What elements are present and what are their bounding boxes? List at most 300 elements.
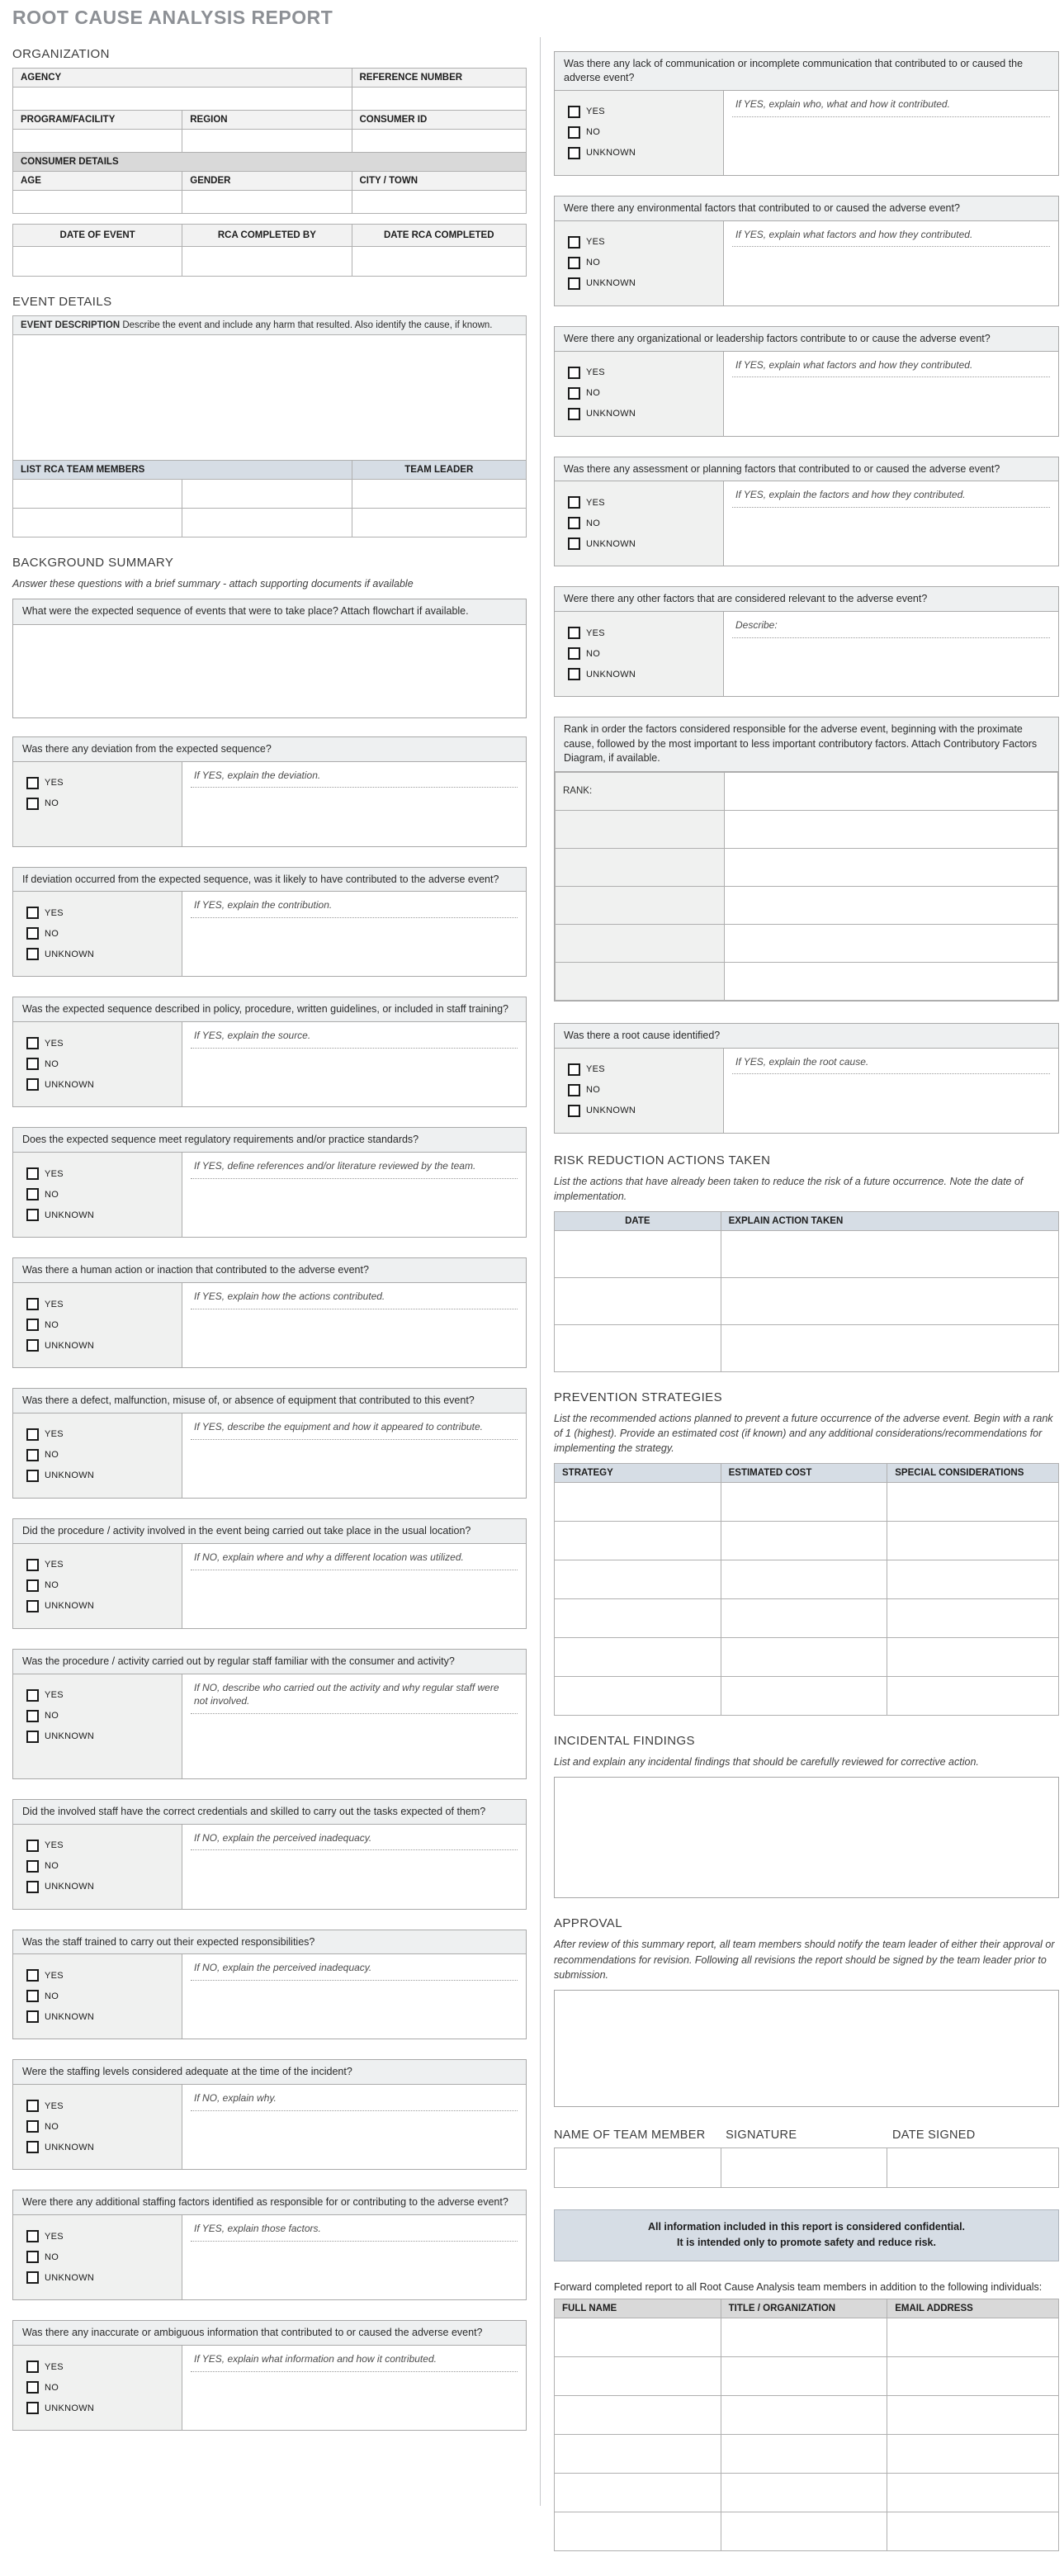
email-address-label: EMAIL ADDRESS — [887, 2299, 1059, 2318]
expected-sequence-panel — [12, 599, 527, 718]
checkbox-option-unknown — [26, 2010, 170, 2023]
empty-input-cell[interactable] — [887, 1560, 1059, 1599]
checkbox[interactable] — [568, 1084, 580, 1096]
empty-input-cell[interactable] — [725, 924, 1058, 962]
checkbox[interactable] — [26, 1559, 39, 1571]
agency-field[interactable] — [13, 88, 352, 111]
empty-input-cell[interactable] — [555, 1230, 721, 1277]
checkbox[interactable] — [568, 277, 580, 290]
program-facility-label: PROGRAM/FACILITY — [13, 111, 182, 130]
answer-area[interactable] — [182, 1283, 526, 1367]
empty-input-row — [555, 2318, 1059, 2356]
empty-input-cell[interactable] — [555, 2473, 721, 2512]
section-risk-reduction: RISK REDUCTION ACTIONS TAKEN — [554, 1153, 771, 1167]
age-label: AGE — [13, 172, 182, 191]
empty-input-cell[interactable] — [721, 1324, 1058, 1371]
answer-area[interactable] — [724, 481, 1058, 566]
forward-table — [554, 2299, 1059, 2551]
question-text: If deviation occurred from the expected sequence, was it likely to have contributed to the adverse event? — [13, 868, 526, 893]
risk-date-label: DATE — [555, 1211, 721, 1230]
question-text: Did the procedure / activity involved in the event being carried out take place in the usual location? — [13, 1519, 526, 1544]
answer-prompt: If NO, explain the perceived inadequacy. — [191, 1958, 518, 1981]
date-rca-completed-field[interactable] — [352, 247, 527, 277]
checkbox-option-no — [26, 1990, 170, 2002]
checkbox-option-no — [568, 257, 712, 269]
question-block — [12, 1649, 527, 1779]
empty-input-cell[interactable] — [555, 2318, 721, 2356]
checkbox[interactable] — [26, 1078, 39, 1091]
checkbox-option-unknown — [26, 1078, 170, 1091]
checkbox-option-unknown — [568, 668, 712, 680]
checkbox-label: UNKNOWN — [45, 1340, 95, 1351]
empty-input-cell[interactable] — [182, 480, 352, 509]
question-text: Was there any lack of communication or incomplete communication that contributed to or caused the adverse event? — [555, 52, 1058, 91]
checkbox-option-no — [26, 2381, 170, 2394]
full-name-label: FULL NAME — [555, 2299, 721, 2318]
checkbox-option-no — [568, 517, 712, 529]
checkbox-group — [13, 1674, 182, 1778]
answer-area[interactable] — [182, 1153, 526, 1237]
empty-input-cell[interactable] — [725, 886, 1058, 924]
date-of-event-field[interactable] — [13, 247, 182, 277]
answer-area[interactable] — [182, 1544, 526, 1628]
empty-input-cell[interactable] — [555, 1560, 721, 1599]
question-text: Was the staff trained to carry out their expected responsibilities? — [13, 1930, 526, 1955]
checkbox-group — [555, 612, 724, 696]
empty-input-row — [556, 848, 1058, 886]
empty-input-cell[interactable] — [555, 1483, 721, 1522]
checkbox-group — [13, 1954, 182, 2039]
question-text: Was the procedure / activity carried out by regular staff familiar with the consumer and activity? — [13, 1650, 526, 1674]
answer-area[interactable] — [724, 612, 1058, 696]
checkbox[interactable] — [26, 1188, 39, 1200]
region-field[interactable] — [182, 130, 352, 153]
empty-input-cell[interactable] — [887, 2434, 1059, 2473]
answer-area[interactable] — [724, 1049, 1058, 1133]
left-column — [12, 0, 527, 2551]
checkbox-group — [555, 481, 724, 566]
checkbox-group — [13, 1544, 182, 1628]
date-rca-completed-label: DATE RCA COMPLETED — [352, 225, 527, 247]
checkbox-group — [13, 2215, 182, 2299]
answer-area[interactable] — [724, 221, 1058, 305]
team-leader-label: TEAM LEADER — [352, 461, 527, 480]
questions-left-list — [12, 736, 527, 2431]
checkbox-label: NO — [45, 1861, 59, 1871]
checkbox-option-no — [26, 1188, 170, 1200]
empty-input-cell[interactable] — [887, 1522, 1059, 1560]
checkbox[interactable] — [568, 1063, 580, 1076]
checkbox[interactable] — [26, 1449, 39, 1461]
empty-input-cell[interactable] — [556, 886, 725, 924]
checkbox[interactable] — [26, 1298, 39, 1310]
program-facility-field[interactable] — [13, 130, 182, 153]
checkbox-label: UNKNOWN — [45, 1601, 95, 1612]
checkbox-label: NO — [45, 2252, 59, 2262]
empty-input-cell[interactable] — [555, 1277, 721, 1324]
empty-input-cell[interactable] — [887, 2356, 1059, 2395]
checkbox[interactable] — [26, 1881, 39, 1893]
checkbox[interactable] — [568, 236, 580, 249]
empty-input-cell[interactable] — [725, 848, 1058, 886]
empty-input-row — [556, 924, 1058, 962]
empty-input-cell[interactable] — [721, 2318, 887, 2356]
checkbox-group — [555, 1049, 724, 1133]
question-block — [12, 1127, 527, 1238]
special-considerations-label: SPECIAL CONSIDERATIONS — [887, 1464, 1059, 1483]
empty-input-cell[interactable] — [182, 509, 352, 537]
signature-field[interactable] — [721, 2147, 887, 2187]
checkbox-label: NO — [45, 2382, 59, 2393]
checkbox[interactable] — [26, 1428, 39, 1441]
empty-input-cell[interactable] — [556, 962, 725, 1000]
empty-input-cell[interactable] — [721, 2395, 887, 2434]
empty-input-row — [556, 810, 1058, 848]
empty-input-cell[interactable] — [887, 1677, 1059, 1716]
answer-prompt: If YES, explain how the actions contributed. — [191, 1287, 518, 1309]
checkbox[interactable] — [568, 1105, 580, 1117]
empty-input-cell[interactable] — [887, 2473, 1059, 2512]
rca-completed-by-field[interactable] — [182, 247, 352, 277]
checkbox-option-yes — [26, 1840, 170, 1852]
checkbox[interactable] — [26, 1990, 39, 2002]
checkbox-label: UNKNOWN — [45, 1470, 95, 1481]
question-block — [554, 457, 1059, 567]
checkbox-option-yes — [26, 1559, 170, 1571]
checkbox-label: NO — [586, 258, 601, 268]
empty-input-cell[interactable] — [721, 2434, 887, 2473]
empty-input-row — [555, 2473, 1059, 2512]
answer-area[interactable] — [182, 2085, 526, 2169]
empty-input-cell[interactable] — [725, 810, 1058, 848]
empty-input-cell[interactable] — [887, 1638, 1059, 1677]
empty-input-cell[interactable] — [721, 1483, 887, 1522]
answer-prompt: If YES, explain what factors and how they contributed. — [732, 356, 1050, 378]
city-town-label: CITY / TOWN — [352, 172, 527, 191]
checkbox[interactable] — [568, 408, 580, 420]
approval-field[interactable] — [555, 1991, 1058, 2106]
answer-area[interactable] — [182, 1825, 526, 1909]
checkbox[interactable] — [568, 496, 580, 509]
empty-input-cell[interactable] — [555, 1599, 721, 1638]
section-approval: APPROVAL — [554, 1916, 622, 1931]
risk-action-label: EXPLAIN ACTION TAKEN — [721, 1211, 1058, 1230]
empty-input-cell[interactable] — [556, 810, 725, 848]
empty-input-row — [555, 1677, 1059, 1716]
signature-label: SIGNATURE — [726, 2128, 797, 2142]
question-block — [554, 1023, 1059, 1134]
checkbox-option-yes — [26, 1167, 170, 1180]
checkbox[interactable] — [26, 1470, 39, 1482]
checkbox-option-yes — [568, 236, 712, 249]
checkbox-option-no — [568, 387, 712, 400]
checkbox-group — [13, 892, 182, 976]
checkbox-label: UNKNOWN — [45, 2403, 95, 2413]
checkbox[interactable] — [26, 927, 39, 940]
checkbox-label: YES — [586, 627, 605, 638]
question-block — [12, 2320, 527, 2431]
answer-area[interactable] — [182, 1413, 526, 1498]
empty-input-cell[interactable] — [352, 509, 527, 537]
date-table — [12, 224, 527, 277]
answer-area[interactable] — [182, 2215, 526, 2299]
checkbox-label: NO — [45, 798, 59, 808]
checkbox-option-yes — [26, 1298, 170, 1310]
name-of-team-member-label: NAME OF TEAM MEMBER — [554, 2128, 706, 2142]
question-block — [12, 1930, 527, 2040]
checkbox[interactable] — [26, 2251, 39, 2263]
empty-input-cell[interactable] — [721, 1560, 887, 1599]
checkbox-option-yes — [26, 1428, 170, 1441]
checkbox[interactable] — [26, 1579, 39, 1592]
empty-input-cell[interactable] — [556, 924, 725, 962]
empty-input-cell[interactable] — [721, 1230, 1058, 1277]
checkbox[interactable] — [26, 777, 39, 789]
checkbox[interactable] — [26, 2010, 39, 2023]
risk-reduction-table — [554, 1211, 1059, 1372]
checkbox-option-yes — [568, 496, 712, 509]
checkbox-option-unknown — [26, 1470, 170, 1482]
checkbox[interactable] — [26, 2141, 39, 2153]
checkbox-group — [13, 762, 182, 846]
question-block — [12, 1518, 527, 1629]
checkbox-group — [555, 221, 724, 305]
incidental-findings-field[interactable] — [555, 1778, 1058, 1897]
empty-input-cell[interactable] — [13, 480, 182, 509]
empty-input-cell[interactable] — [887, 2512, 1059, 2550]
empty-input-cell[interactable] — [887, 1483, 1059, 1522]
city-town-field[interactable] — [352, 191, 527, 214]
checkbox[interactable] — [26, 2381, 39, 2394]
question-block — [12, 2059, 527, 2170]
answer-area[interactable] — [182, 1954, 526, 2039]
expected-sequence-field[interactable] — [13, 625, 526, 717]
checkbox[interactable] — [568, 126, 580, 139]
checkbox[interactable] — [26, 907, 39, 919]
empty-input-cell[interactable] — [721, 2512, 887, 2550]
checkbox[interactable] — [26, 1710, 39, 1722]
root-cause-question — [554, 1023, 1059, 1134]
answer-area[interactable] — [182, 892, 526, 976]
checkbox-label: UNKNOWN — [586, 409, 636, 419]
checkbox[interactable] — [26, 2361, 39, 2373]
checkbox-group — [13, 1153, 182, 1237]
team-member-name-field[interactable] — [555, 2147, 721, 2187]
checkbox[interactable] — [26, 1037, 39, 1049]
age-field[interactable] — [13, 191, 182, 214]
checkbox-option-unknown — [26, 948, 170, 960]
checkbox-label: UNKNOWN — [45, 1079, 95, 1090]
answer-prompt: If YES, explain what information and how it contributed. — [191, 2350, 518, 2372]
empty-input-row — [555, 2434, 1059, 2473]
checkbox-option-yes — [26, 777, 170, 789]
checkbox[interactable] — [26, 948, 39, 960]
checkbox-label: UNKNOWN — [45, 1210, 95, 1220]
empty-input-cell[interactable] — [555, 2395, 721, 2434]
confidential-line-2: It is intended only to promote safety and reduce risk. — [677, 2237, 936, 2249]
checkbox-label: NO — [45, 1319, 59, 1330]
checkbox-label: YES — [586, 107, 605, 117]
consumer-id-field[interactable] — [352, 130, 527, 153]
answer-prompt: If NO, explain where and why a different location was utilized. — [191, 1548, 518, 1570]
checkbox[interactable] — [568, 106, 580, 118]
checkbox[interactable] — [26, 1339, 39, 1352]
empty-input-row — [555, 2356, 1059, 2395]
checkbox[interactable] — [26, 1969, 39, 1982]
answer-area[interactable] — [724, 352, 1058, 436]
checkbox-label: UNKNOWN — [586, 148, 636, 159]
question-block — [12, 997, 527, 1107]
question-text: Was there any inaccurate or ambiguous information that contributed to or caused the adverse event? — [13, 2321, 526, 2346]
checkbox[interactable] — [568, 647, 580, 660]
question-block — [12, 1799, 527, 1910]
checkbox[interactable] — [26, 1689, 39, 1702]
checkbox[interactable] — [26, 1860, 39, 1873]
checkbox-label: YES — [586, 497, 605, 508]
date-signed-field[interactable] — [887, 2147, 1059, 2187]
checkbox-option-yes — [26, 2361, 170, 2373]
checkbox[interactable] — [26, 2271, 39, 2284]
page-title: ROOT CAUSE ANALYSIS REPORT — [12, 7, 333, 28]
rank-label: RANK: — [556, 772, 725, 810]
gender-field[interactable] — [182, 191, 352, 214]
empty-input-cell[interactable] — [555, 1638, 721, 1677]
checkbox-label: NO — [586, 127, 601, 138]
event-description-hint: Describe the event and include any harm that resulted. Also identify the cause, if known. — [122, 320, 493, 330]
checkbox-label: YES — [586, 1064, 605, 1075]
checkbox-option-no — [26, 1058, 170, 1070]
empty-input-cell[interactable] — [887, 2318, 1059, 2356]
checkbox[interactable] — [568, 627, 580, 639]
rank-table — [555, 772, 1058, 1001]
checkbox-label: NO — [586, 388, 601, 398]
answer-area[interactable] — [182, 1022, 526, 1106]
checkbox[interactable] — [568, 147, 580, 159]
checkbox[interactable] — [26, 1319, 39, 1331]
empty-input-cell[interactable] — [555, 2512, 721, 2550]
empty-input-cell[interactable] — [721, 1599, 887, 1638]
checkbox-option-unknown — [26, 2141, 170, 2153]
empty-input-cell[interactable] — [887, 2395, 1059, 2434]
checkbox-option-unknown — [26, 1339, 170, 1352]
checkbox[interactable] — [26, 1731, 39, 1743]
checkbox-label: NO — [45, 1450, 59, 1461]
checkbox[interactable] — [568, 668, 580, 680]
checkbox[interactable] — [26, 1600, 39, 1612]
prevention-instruction: List the recommended actions planned to prevent a future occurrence of the adverse event. Begin with a rank of 1 (highest). Provide an estimated cost (if known) and any additional considerations/recommendations for implementing the strategy. — [554, 1412, 1053, 1455]
checkbox[interactable] — [26, 798, 39, 810]
answer-prompt: If YES, explain the root cause. — [732, 1053, 1050, 1075]
checkbox-option-yes — [26, 1689, 170, 1702]
empty-input-cell[interactable] — [721, 2473, 887, 2512]
checkbox-option-no — [26, 1710, 170, 1722]
checkbox[interactable] — [568, 517, 580, 529]
region-label: REGION — [182, 111, 352, 130]
reference-number-field[interactable] — [352, 88, 527, 111]
checkbox-option-yes — [568, 627, 712, 639]
organization-table — [12, 68, 527, 214]
question-text: Were there any environmental factors that contributed to or caused the adverse event? — [555, 197, 1058, 221]
answer-area[interactable] — [182, 762, 526, 846]
checkbox-option-unknown — [26, 2271, 170, 2284]
answer-prompt: If NO, describe who carried out the activity and why regular staff were not involved. — [191, 1679, 518, 1715]
question-block — [554, 196, 1059, 306]
section-incidental-findings: INCIDENTAL FINDINGS — [554, 1734, 695, 1749]
answer-prompt: If YES, describe the equipment and how it appeared to contribute. — [191, 1418, 518, 1440]
checkbox[interactable] — [26, 2120, 39, 2133]
checkbox-option-unknown — [568, 408, 712, 420]
empty-input-row — [13, 509, 527, 537]
checkbox-label: YES — [586, 367, 605, 377]
rank-field[interactable] — [725, 772, 1058, 810]
empty-input-cell[interactable] — [352, 480, 527, 509]
checkbox[interactable] — [26, 1167, 39, 1180]
checkbox[interactable] — [26, 2230, 39, 2242]
checkbox[interactable] — [26, 1840, 39, 1852]
checkbox[interactable] — [26, 2100, 39, 2112]
empty-input-cell[interactable] — [721, 1638, 887, 1677]
checkbox[interactable] — [568, 387, 580, 400]
answer-prompt: If YES, explain the factors and how they contributed. — [732, 485, 1050, 508]
checkbox-label: YES — [45, 1970, 64, 1981]
empty-input-cell[interactable] — [556, 848, 725, 886]
empty-input-cell[interactable] — [887, 1599, 1059, 1638]
answer-area[interactable] — [182, 2346, 526, 2430]
signature-table — [554, 2147, 1059, 2188]
incidental-instruction: List and explain any incidental findings that should be carefully reviewed for corrective action. — [554, 1756, 979, 1769]
empty-input-cell[interactable] — [721, 1522, 887, 1560]
checkbox[interactable] — [568, 257, 580, 269]
empty-input-row — [555, 1483, 1059, 1522]
checkbox-label: NO — [586, 1085, 601, 1096]
empty-input-cell[interactable] — [721, 1277, 1058, 1324]
checkbox[interactable] — [568, 367, 580, 379]
checkbox-label: UNKNOWN — [586, 278, 636, 289]
forward-instruction: Forward completed report to all Root Cause Analysis team members in addition to the following individuals: — [554, 2280, 1043, 2293]
answer-prompt: If YES, explain what factors and how they contributed. — [732, 225, 1050, 248]
agency-label: AGENCY — [13, 69, 352, 88]
event-description-field[interactable] — [13, 335, 527, 461]
checkbox-label: YES — [45, 778, 64, 788]
checkbox[interactable] — [26, 2402, 39, 2414]
checkbox-label: NO — [45, 1991, 59, 2001]
checkbox-option-yes — [568, 106, 712, 118]
background-summary-instruction: Answer these questions with a brief summary - attach supporting documents if available — [12, 578, 414, 590]
empty-input-cell[interactable] — [555, 1324, 721, 1371]
risk-reduction-instruction: List the actions that have already been taken to reduce the risk of a future occurrence. Note the date of implementation. — [554, 1175, 1024, 1202]
empty-input-cell[interactable] — [725, 962, 1058, 1000]
empty-input-cell[interactable] — [721, 2356, 887, 2395]
checkbox[interactable] — [26, 1209, 39, 1221]
checkbox[interactable] — [26, 1058, 39, 1070]
empty-input-cell[interactable] — [555, 1677, 721, 1716]
answer-prompt: If NO, explain why. — [191, 2089, 518, 2111]
checkbox-option-no — [26, 927, 170, 940]
answer-area[interactable] — [182, 1674, 526, 1778]
empty-input-row — [555, 1599, 1059, 1638]
checkbox-option-no — [26, 1319, 170, 1331]
section-background-summary: BACKGROUND SUMMARY — [12, 556, 174, 570]
answer-area[interactable] — [724, 91, 1058, 175]
checkbox[interactable] — [568, 537, 580, 550]
empty-input-cell[interactable] — [13, 509, 182, 537]
empty-input-cell[interactable] — [555, 2356, 721, 2395]
empty-input-cell[interactable] — [555, 1522, 721, 1560]
checkbox-option-unknown — [26, 2402, 170, 2414]
empty-input-cell[interactable] — [721, 1677, 887, 1716]
empty-input-cell[interactable] — [555, 2434, 721, 2473]
checkbox-option-yes — [568, 1063, 712, 1076]
